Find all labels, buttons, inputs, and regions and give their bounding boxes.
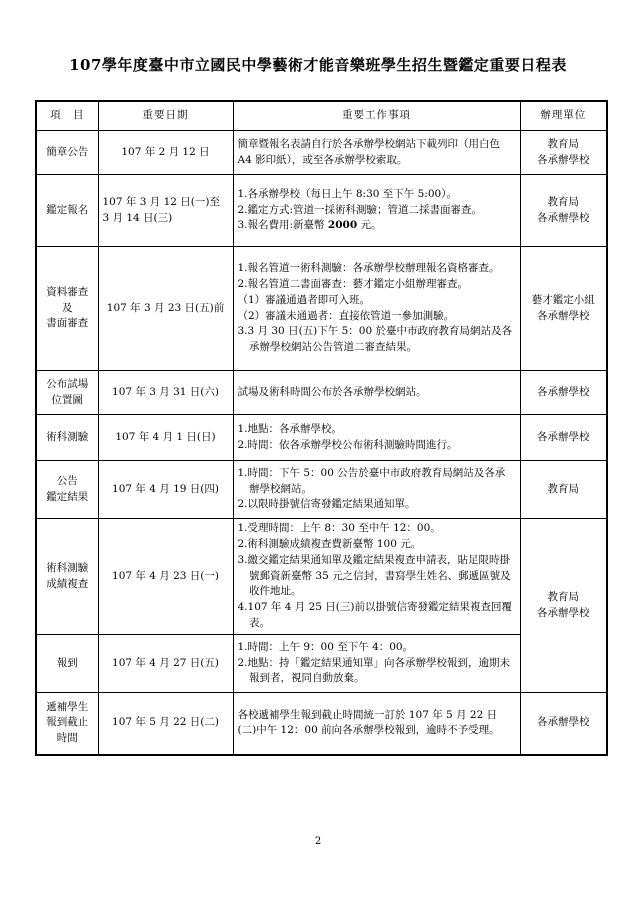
task-cell: 各校遞補學生報到截止時間統一訂於 107 年 5 月 22 日(二)中午 12：00 前向各承辦學校報到，逾時不予受理。 <box>233 693 520 755</box>
unit-cell: 各承辦學校 <box>520 371 607 415</box>
unit-cell: 教育局 各承辦學校 <box>520 519 607 693</box>
fee-line: 3.報名費用:新臺幣 2000 元。 <box>237 219 382 232</box>
date-cell: 107 年 4 月 1 日(日) <box>98 415 233 461</box>
item-cell: 公布試場 位置圖 <box>36 371 98 415</box>
header-item: 項 目 <box>36 101 98 131</box>
table-row <box>36 371 607 415</box>
item-cell: 鑑定報名 <box>36 175 98 247</box>
schedule-table <box>35 100 608 756</box>
table-row <box>36 519 607 635</box>
item-cell: 報到 <box>36 635 98 693</box>
task-cell: 1.時間：上午 9：00 至下午 4：00。 2.地點：持「鑑定結果通知單」向各承辦學校報到，逾期未報到者，視同自動放棄。 <box>233 635 520 693</box>
date-cell: 107 年 2 月 12 日 <box>98 131 233 175</box>
table-row <box>36 415 607 461</box>
date-cell: 107 年 5 月 22 日(二) <box>98 693 233 755</box>
header-date: 重要日期 <box>98 101 233 131</box>
unit-cell: 各承辦學校 <box>520 415 607 461</box>
item-cell: 資料審查 及 書面審查 <box>36 247 98 371</box>
unit-cell: 教育局 各承辦學校 <box>520 175 607 247</box>
task-cell: 簡章暨報名表請自行於各承辦學校網站下載列印（用白色 A4 影印紙），或至各承辦學校索取。 <box>233 131 520 175</box>
page-title: 107學年度臺中市立國民中學藝術才能音樂班學生招生暨鑑定重要日程表 <box>69 56 567 74</box>
unit-cell: 教育局 <box>520 461 607 519</box>
table-row <box>36 175 607 247</box>
unit-cell: 藝才鑑定小組 各承辦學校 <box>520 247 607 371</box>
date-cell: 107 年 4 月 23 日(一) <box>98 519 233 635</box>
date-cell: 107 年 3 月 12 日(一)至 3 月 14 日(三) <box>98 175 233 247</box>
item-cell: 公告 鑑定結果 <box>36 461 98 519</box>
item-cell: 遞補學生 報到截止 時間 <box>36 693 98 755</box>
item-cell: 術科測驗 成績複查 <box>36 519 98 635</box>
header-tasks: 重要工作事項 <box>233 101 520 131</box>
fee-amount: 2000 <box>327 219 358 232</box>
date-cell: 107 年 4 月 27 日(五) <box>98 635 233 693</box>
page-number: 2 <box>314 836 322 847</box>
table-row <box>36 247 607 371</box>
date-cell: 107 年 4 月 19 日(四) <box>98 461 233 519</box>
task-cell: 1.受理時間：上午 8：30 至中午 12：00。 2.術科測驗成績複查費新臺幣 100 元。 3.繳交鑑定結果通知單及鑑定結果複查申請表，貼足限時掛號郵資新臺幣 35 元之信封，書寫學生姓名、郵遞區號及收件地址。 4.107 年 4 月 25 日(三)前以掛號信寄發鑑定結果複查回覆表。 <box>233 519 520 635</box>
task-cell: 1.地點：各承辦學校。 2.時間：依各承辦學校公布術科測驗時間進行。 <box>233 415 520 461</box>
table-row <box>36 693 607 755</box>
item-cell: 簡章公告 <box>36 131 98 175</box>
table-row <box>36 461 607 519</box>
item-cell: 術科測驗 <box>36 415 98 461</box>
task-cell: 試場及術科時間公布於各承辦學校網站。 <box>233 371 520 415</box>
unit-cell: 各承辦學校 <box>520 693 607 755</box>
unit-cell: 教育局 各承辦學校 <box>520 131 607 175</box>
date-cell: 107 年 3 月 23 日(五)前 <box>98 247 233 371</box>
date-cell: 107 年 3 月 31 日(六) <box>98 371 233 415</box>
task-cell: 1.各承辦學校（每日上午 8:30 至下午 5:00）。 2.鑑定方式:管道一採術科測驗；管道二採書面審查。 3.報名費用:新臺幣 2000 元。 <box>233 175 520 247</box>
table-header-row <box>36 101 607 131</box>
table-row <box>36 131 607 175</box>
task-cell: 1.報名管道一術科測驗：各承辦學校辦理報名資格審查。 2.報名管道二書面審查：藝才鑑定小組辦理審查。 （1）審議通過者即可入班。 （2）審議未通過者：直接依管道一參加測驗。 3.3 月 30 日(五)下午 5：00 於臺中市政府教育局網站及各承辦學校網站公告管道二審查結果。 <box>233 247 520 371</box>
task-cell: 1.時間：下午 5：00 公告於臺中市政府教育局網站及各承辦學校網站。 2.以限時掛號信寄發鑑定結果通知單。 <box>233 461 520 519</box>
header-unit: 辦理單位 <box>520 101 607 131</box>
